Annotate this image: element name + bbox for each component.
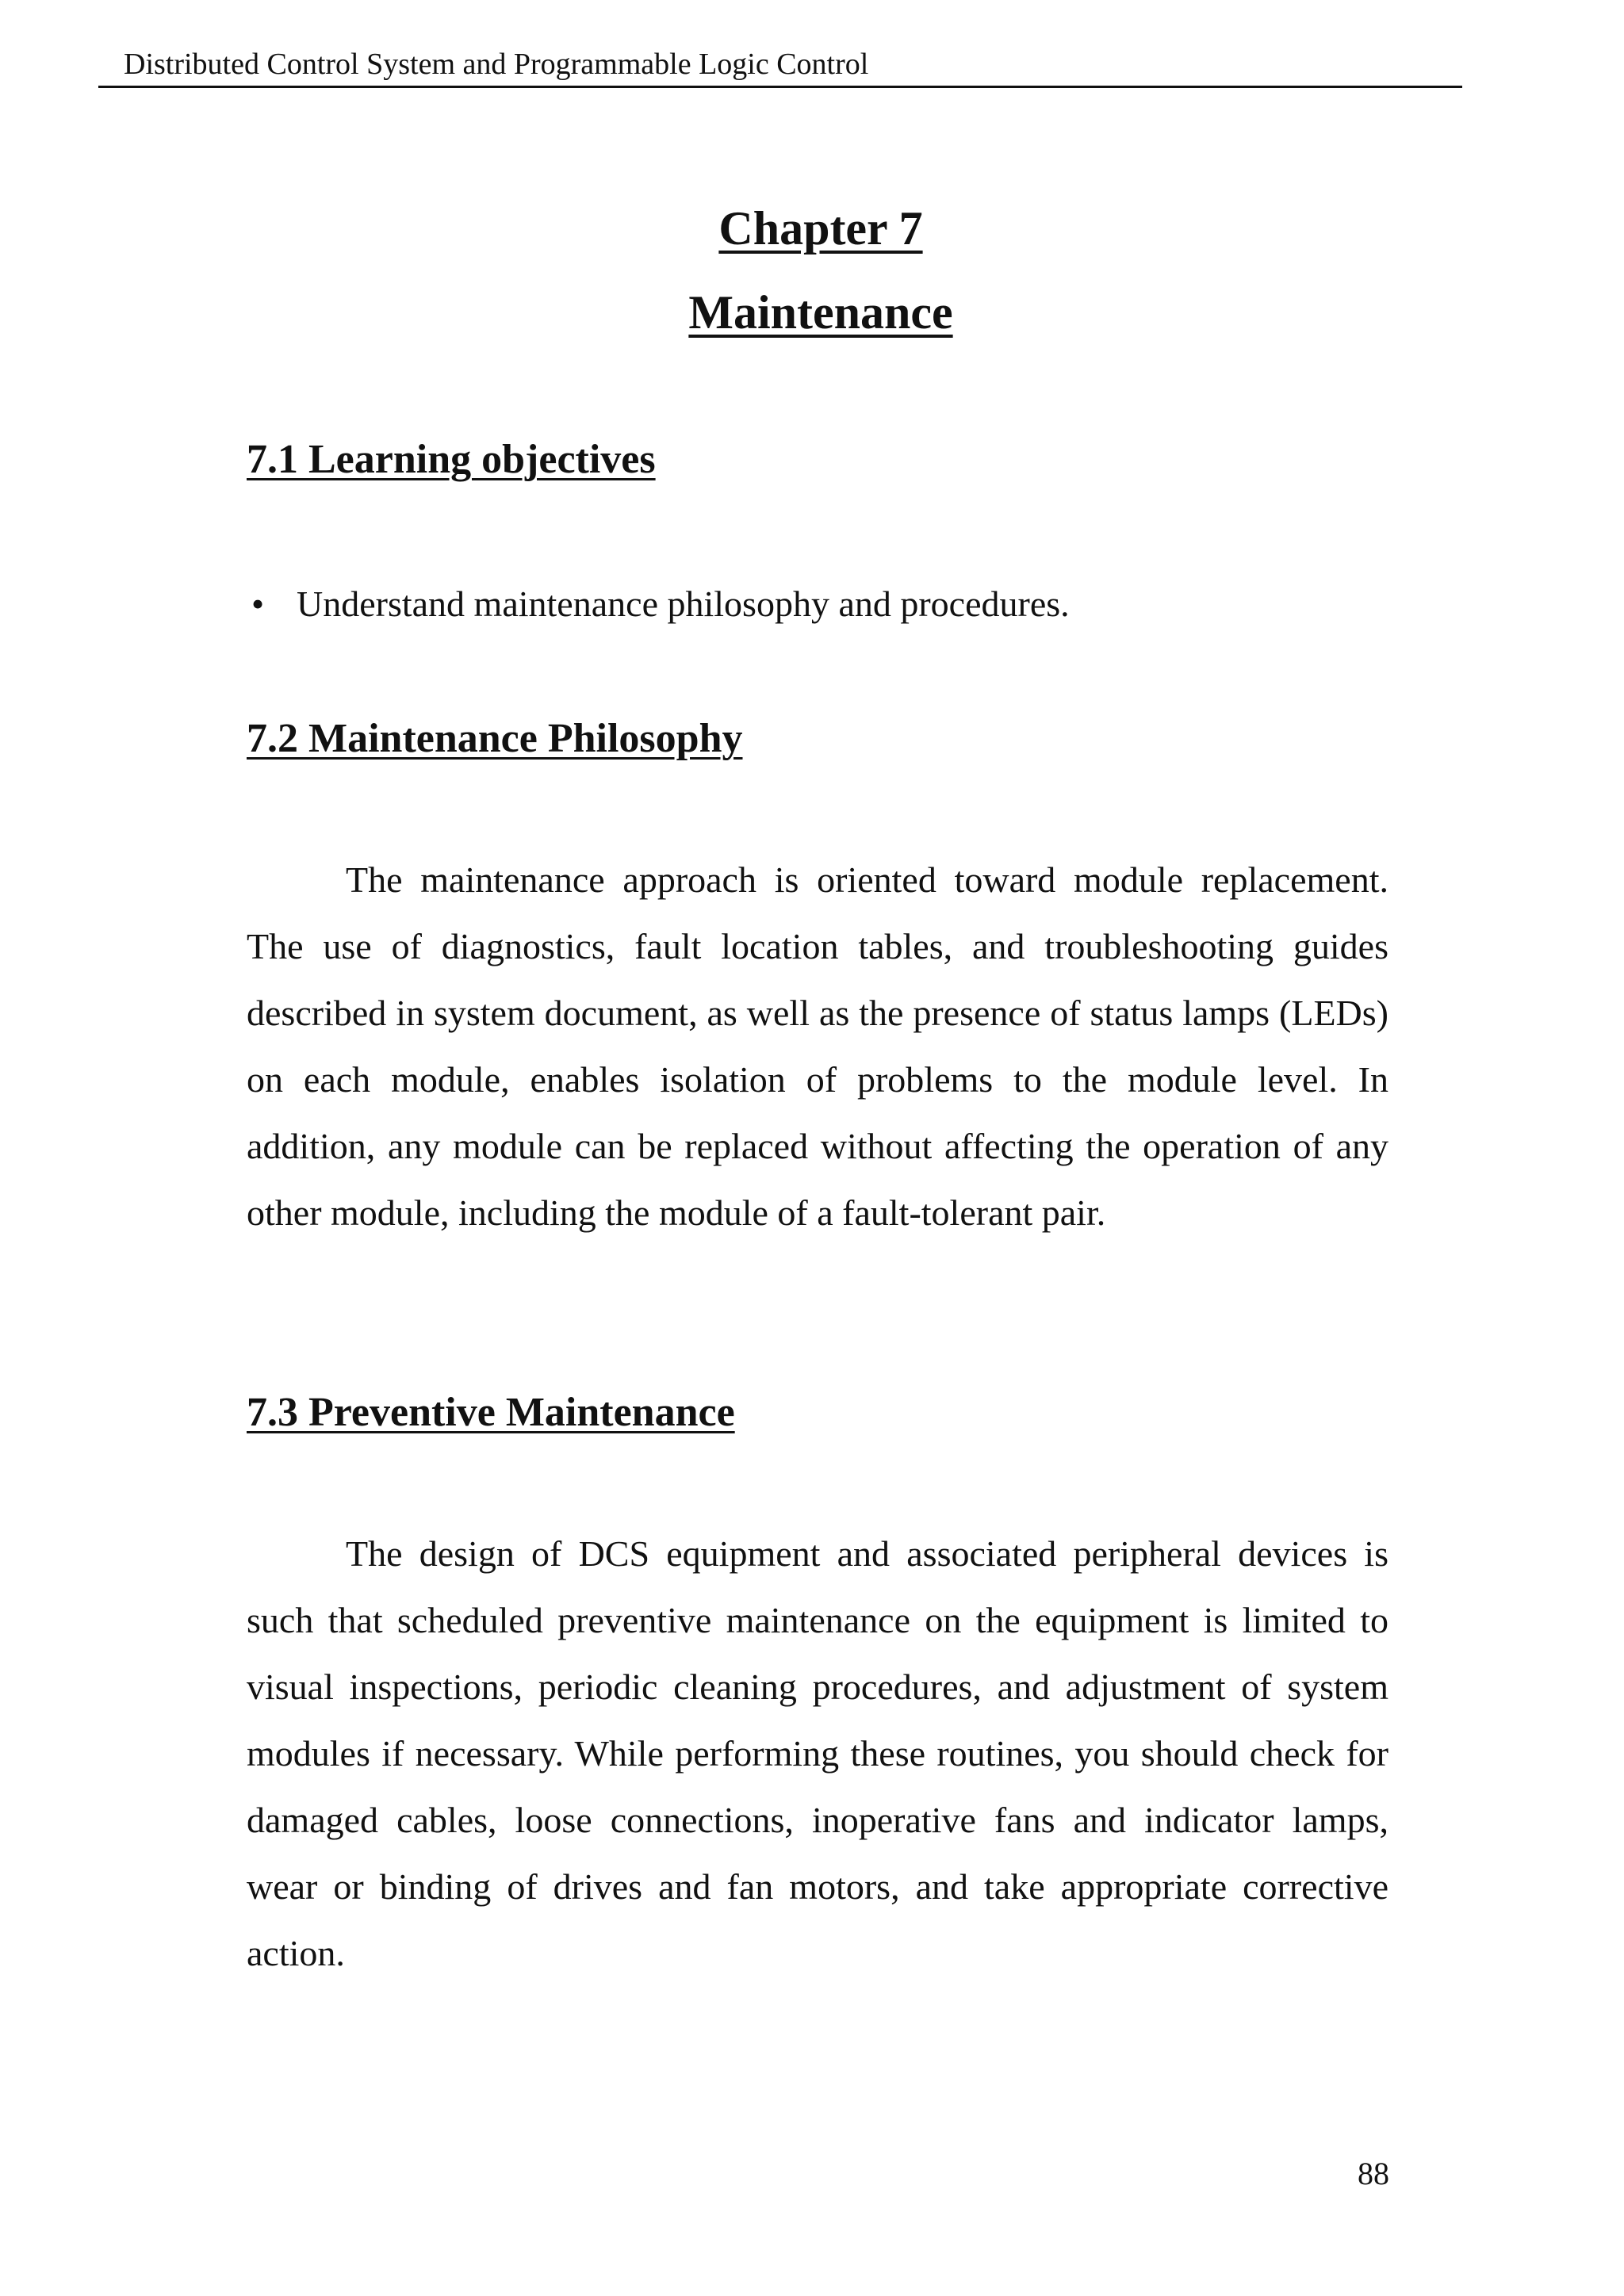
section-heading-preventive-maintenance: 7.3 Preventive Maintenance [247,1390,735,1435]
list-item-text: Understand maintenance philosophy and procedures. [297,584,1070,624]
bullet-icon: • [251,584,265,624]
objectives-list [247,580,1070,628]
page-number: 88 [1358,2156,1389,2191]
paragraph-preventive-maintenance: The design of DCS equipment and associated peripheral devices is such that scheduled preventive maintenance on the equipment is limited to visual inspections, periodic cleaning procedures, and adjustment of system modules if necessary. While performing these routines, you should check for damaged cables, loose connections, inoperative fans and indicator lamps, wear or binding of drives and fan motors, and take appropriate corrective action. [247,1533,1388,1973]
chapter-title: Maintenance [688,286,953,339]
chapter-number: Chapter 7 [718,202,923,254]
paragraph-maintenance-philosophy: The maintenance approach is oriented toward module replacement. The use of diagnostics, fault location tables, and troubleshooting guides described in system document, as well as the presence of status lamps (LEDs) on each module, enables isolation of problems to the module level. In addition, any module can be replaced without affecting the operation of any other module, including the module of a fault-tolerant pair. [247,859,1388,1233]
section-heading-maintenance-philosophy: 7.2 Maintenance Philosophy [247,716,743,761]
running-header: Distributed Control System and Programmable Logic Control [98,44,1462,88]
list-item [247,580,1070,628]
section-heading-learning-objectives: 7.1 Learning objectives [247,437,656,482]
